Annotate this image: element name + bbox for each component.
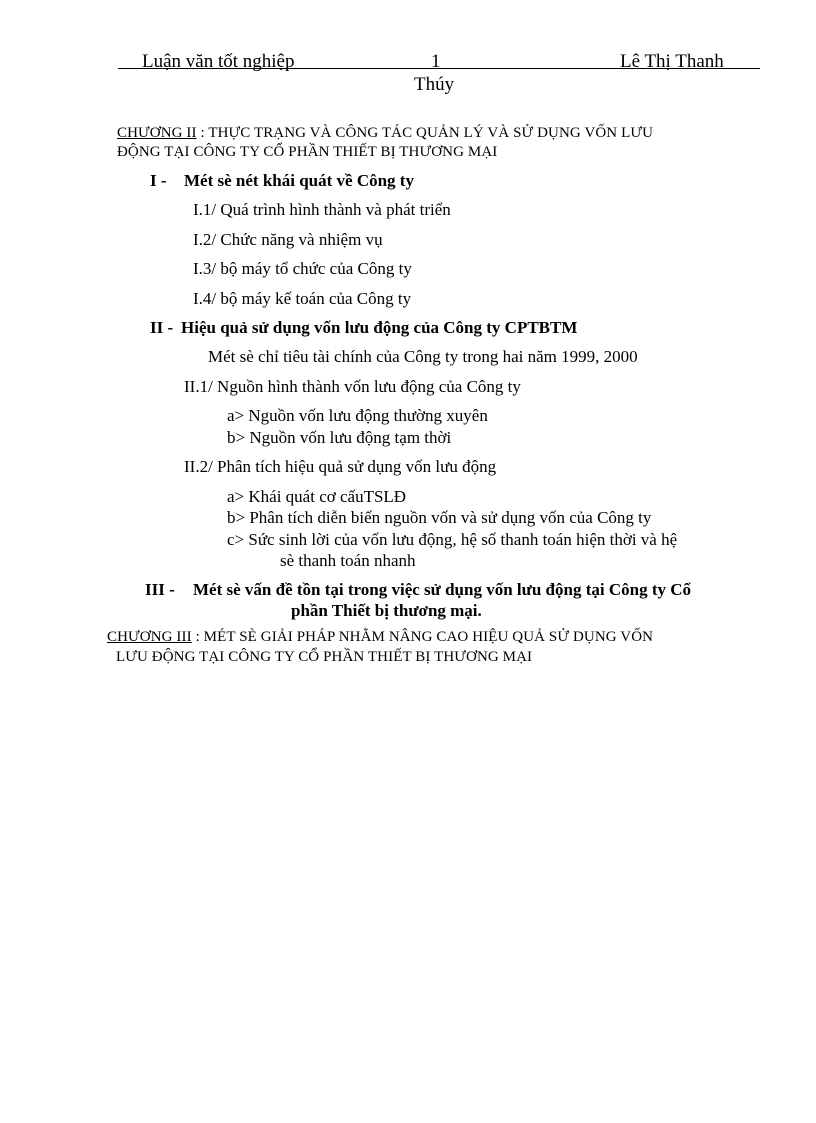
section2-sub1-title: II.1/ Nguồn hình thành vốn lưu động của Công ty [184, 377, 521, 396]
chapter2-label: CHƯƠNG II [117, 125, 197, 141]
header-right: Lê Thị Thanh [620, 51, 724, 72]
chapter2-title-line2: ĐỘNG TẠI CÔNG TY CỔ PHẦN THIẾT BỊ THƯƠNG MẠI [117, 144, 498, 160]
section2-number: II - [150, 318, 174, 337]
section1-title: Mét sè nét khái quát về Công ty [184, 171, 414, 190]
section3-title-line1: Mét sè vấn đề tồn tại trong việc sử dụng vốn lưu động tại Công ty Cổ [193, 580, 692, 599]
section1-item: I.4/ bộ máy kế toán của Công ty [193, 289, 412, 308]
section2-title: Hiệu quả sử dụng vốn lưu động của Công ty CPTBTM [181, 318, 578, 337]
header-left: Luận văn tốt nghiệp [142, 51, 295, 72]
chapter2-heading-line1 [117, 125, 653, 142]
section2-sub2-title: II.2/ Phân tích hiệu quả sử dụng vốn lưu động [184, 457, 497, 476]
chapter3-title-line2: LƯU ĐỘNG TẠI CÔNG TY CỔ PHẦN THIẾT BỊ THƯƠNG MẠI [116, 649, 533, 665]
section2-sub1-item: a> Nguồn vốn lưu động thường xuyên [227, 406, 488, 425]
section1-item: I.1/ Quá trình hình thành và phát triển [193, 200, 451, 219]
section1-item: I.2/ Chức năng và nhiệm vụ [193, 230, 383, 249]
section3-title-line2: phần Thiết bị thương mại. [291, 601, 482, 620]
chapter3-title-line1: : MÉT SÈ GIẢI PHÁP NHẰM NÂNG CAO HIỆU QUẢ SỬ DỤNG VỐN [191, 629, 654, 645]
section1-item: I.3/ bộ máy tổ chức của Công ty [193, 259, 412, 278]
chapter3-label: CHƯƠNG III [107, 629, 192, 645]
chapter2-title-line1: : THỰC TRẠNG VÀ CÔNG TÁC QUẢN LÝ VÀ SỬ DỤNG VỐN LƯU [196, 125, 654, 141]
section1-number: I - [150, 171, 167, 190]
header-page-number: 1 [431, 51, 441, 72]
section2-intro: Mét sè chỉ tiêu tài chính của Công ty trong hai năm 1999, 2000 [208, 347, 638, 366]
chapter3-heading-line1 [107, 629, 653, 646]
section2-sub2-item: b> Phân tích diễn biến nguồn vốn và sử dụng vốn của Công ty [227, 508, 652, 527]
section2-sub2-item: a> Khái quát cơ cấuTSLĐ [227, 487, 407, 506]
header-right-cont: Thúy [414, 74, 455, 95]
section3-number: III - [145, 580, 175, 599]
section2-sub2-item: c> Sức sinh lời của vốn lưu động, hệ số thanh toán hiện thời và hệ [227, 530, 678, 549]
section2-sub2-item-c-cont: sè thanh toán nhanh [280, 551, 416, 570]
section2-sub1-item: b> Nguồn vốn lưu động tạm thời [227, 428, 452, 447]
